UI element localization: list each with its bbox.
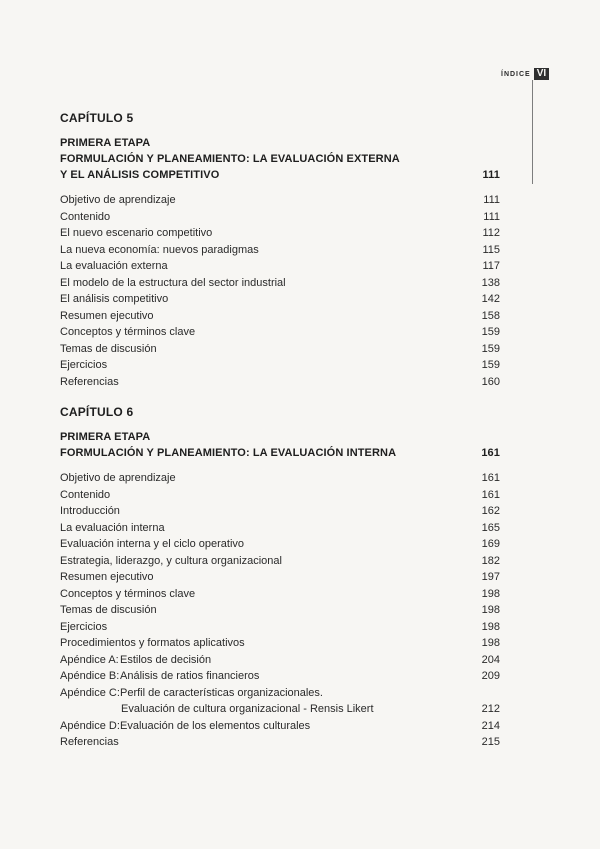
entry-page: 212	[481, 703, 500, 715]
toc-entry[interactable]	[60, 291, 500, 308]
toc-entry[interactable]	[60, 209, 500, 226]
toc-entry[interactable]	[60, 275, 500, 292]
entry-label: Introducción	[60, 505, 120, 517]
chapter-heading-line: FORMULACIÓN Y PLANEAMIENTO: LA EVALUACIÓN EXTERNA	[60, 153, 400, 165]
toc-entry[interactable]	[60, 520, 500, 537]
entry-label: La evaluación interna	[60, 521, 165, 534]
toc-entry[interactable]	[60, 341, 500, 358]
toc-entry[interactable]	[60, 619, 500, 636]
entry-page: 111	[483, 194, 500, 206]
toc-entry[interactable]	[60, 635, 500, 652]
toc-entry[interactable]	[60, 324, 500, 341]
entry-page: 159	[481, 326, 500, 338]
entry-page: 197	[481, 571, 500, 583]
entry-page: 117	[482, 260, 500, 272]
entry-page: 165	[481, 521, 500, 534]
entry-label: Resumen ejecutivo	[60, 571, 154, 583]
entry-label: Estrategia, liderazgo, y cultura organizacional	[60, 554, 282, 567]
toc-entry[interactable]	[60, 602, 500, 619]
entry-label: Temas de discusión	[60, 342, 157, 355]
entry-label: La nueva economía: nuevos paradigmas	[60, 243, 259, 256]
appendix-label: Análisis de ratios financieros	[120, 670, 260, 682]
toc-entry[interactable]	[60, 225, 500, 242]
entry-page: 198	[481, 604, 500, 616]
appendix-prefix: Apéndice C:	[60, 686, 120, 699]
entry-page: 169	[481, 538, 500, 550]
entry-page: 159	[481, 359, 500, 371]
header-rule	[532, 80, 533, 184]
entry-page: 161	[481, 472, 500, 484]
chapter-title: CAPÍTULO 5	[60, 111, 134, 125]
entry-label: Conceptos y términos clave	[60, 326, 196, 338]
entry-page: 158	[481, 309, 500, 322]
chapter-heading-line: FORMULACIÓN Y PLANEAMIENTO: LA EVALUACIÓN INTERNA	[60, 447, 397, 459]
entry-label: El análisis competitivo	[60, 293, 169, 305]
toc-entry[interactable]	[60, 536, 500, 553]
entry-page: 111	[483, 210, 500, 223]
toc-entry[interactable]	[60, 258, 500, 275]
entry-label: Referencias	[60, 375, 119, 388]
toc-entry[interactable]	[60, 586, 500, 603]
appendix-label: Evaluación de los elementos culturales	[120, 719, 311, 732]
toc-entry[interactable]	[60, 192, 500, 209]
entry-label: El modelo de la estructura del sector industrial	[60, 276, 286, 289]
entry-label: Ejercicios	[60, 359, 108, 371]
section-number: VI	[534, 68, 549, 80]
entry-page: 198	[481, 587, 500, 600]
entry-label: Contenido	[60, 488, 111, 501]
entry-page: 138	[481, 276, 500, 289]
entry-label: El nuevo escenario competitivo	[60, 227, 213, 239]
entry-page: 214	[481, 719, 500, 732]
entry-page: 160	[481, 375, 500, 388]
appendix-entry-continued[interactable]	[60, 701, 500, 718]
chapter-5-block	[60, 110, 500, 390]
appendix-prefix: Apéndice D:	[60, 719, 120, 732]
chapter-heading-row	[60, 445, 500, 461]
entry-page: 112	[482, 227, 500, 239]
entry-page: 209	[481, 670, 500, 682]
toc-entry[interactable]	[60, 734, 500, 751]
chapter-title: CAPÍTULO 6	[60, 405, 134, 419]
entry-label: Contenido	[60, 210, 111, 223]
entry-label: Resumen ejecutivo	[60, 309, 154, 322]
toc-entry[interactable]	[60, 503, 500, 520]
toc-content	[60, 110, 500, 751]
entry-page: 142	[481, 293, 500, 305]
appendix-prefix: Apéndice B:	[60, 670, 120, 682]
appendix-label: Evaluación de cultura organizacional - Rensis Likert	[121, 703, 374, 715]
entry-label: Objetivo de aprendizaje	[60, 194, 176, 206]
entry-label: Referencias	[60, 736, 119, 748]
entry-label: Procedimientos y formatos aplicativos	[60, 637, 245, 649]
chapter-stage: PRIMERA ETAPA	[60, 137, 151, 149]
chapter-heading-line: Y EL ANÁLISIS COMPETITIVO	[60, 169, 220, 181]
appendix-entry[interactable]	[60, 718, 500, 735]
chapter-6-block	[60, 404, 500, 751]
entry-page: 115	[482, 243, 500, 256]
entry-page: 182	[481, 554, 500, 567]
appendix-label: Estilos de decisión	[120, 653, 212, 666]
toc-entry[interactable]	[60, 569, 500, 586]
toc-entry[interactable]	[60, 553, 500, 570]
appendix-entry[interactable]	[60, 652, 500, 669]
toc-entry[interactable]	[60, 308, 500, 325]
section-label: ÍNDICE	[501, 70, 531, 78]
chapter-heading-page: 161	[481, 447, 500, 459]
entry-page: 204	[481, 653, 500, 666]
toc-entry[interactable]	[60, 470, 500, 487]
section-header	[501, 68, 549, 80]
chapter-heading-page: 111	[482, 169, 500, 181]
toc-entry[interactable]	[60, 374, 500, 391]
chapter-5-entries	[60, 192, 500, 390]
toc-entry[interactable]	[60, 242, 500, 259]
entry-label: Conceptos y términos clave	[60, 587, 196, 600]
appendix-label: Perfil de características organizacionales.	[120, 686, 323, 699]
entry-label: Objetivo de aprendizaje	[60, 472, 176, 484]
entry-page: 162	[481, 505, 500, 517]
entry-page: 198	[481, 637, 500, 649]
entry-page: 198	[481, 620, 500, 633]
toc-entry[interactable]	[60, 487, 500, 504]
appendix-entry[interactable]	[60, 685, 500, 702]
entry-label: Evaluación interna y el ciclo operativo	[60, 538, 245, 550]
entry-page: 215	[481, 736, 500, 748]
entry-label: Temas de discusión	[60, 604, 157, 616]
entry-page: 161	[481, 488, 500, 501]
entry-page: 159	[481, 342, 500, 355]
appendix-prefix: Apéndice A:	[60, 653, 119, 666]
chapter-6-entries	[60, 470, 500, 751]
chapter-heading-row	[60, 167, 500, 183]
chapter-stage: PRIMERA ETAPA	[60, 431, 151, 443]
toc-entry[interactable]	[60, 357, 500, 374]
appendix-entry[interactable]	[60, 668, 500, 685]
entry-label: Ejercicios	[60, 620, 108, 633]
entry-label: La evaluación externa	[60, 260, 168, 272]
